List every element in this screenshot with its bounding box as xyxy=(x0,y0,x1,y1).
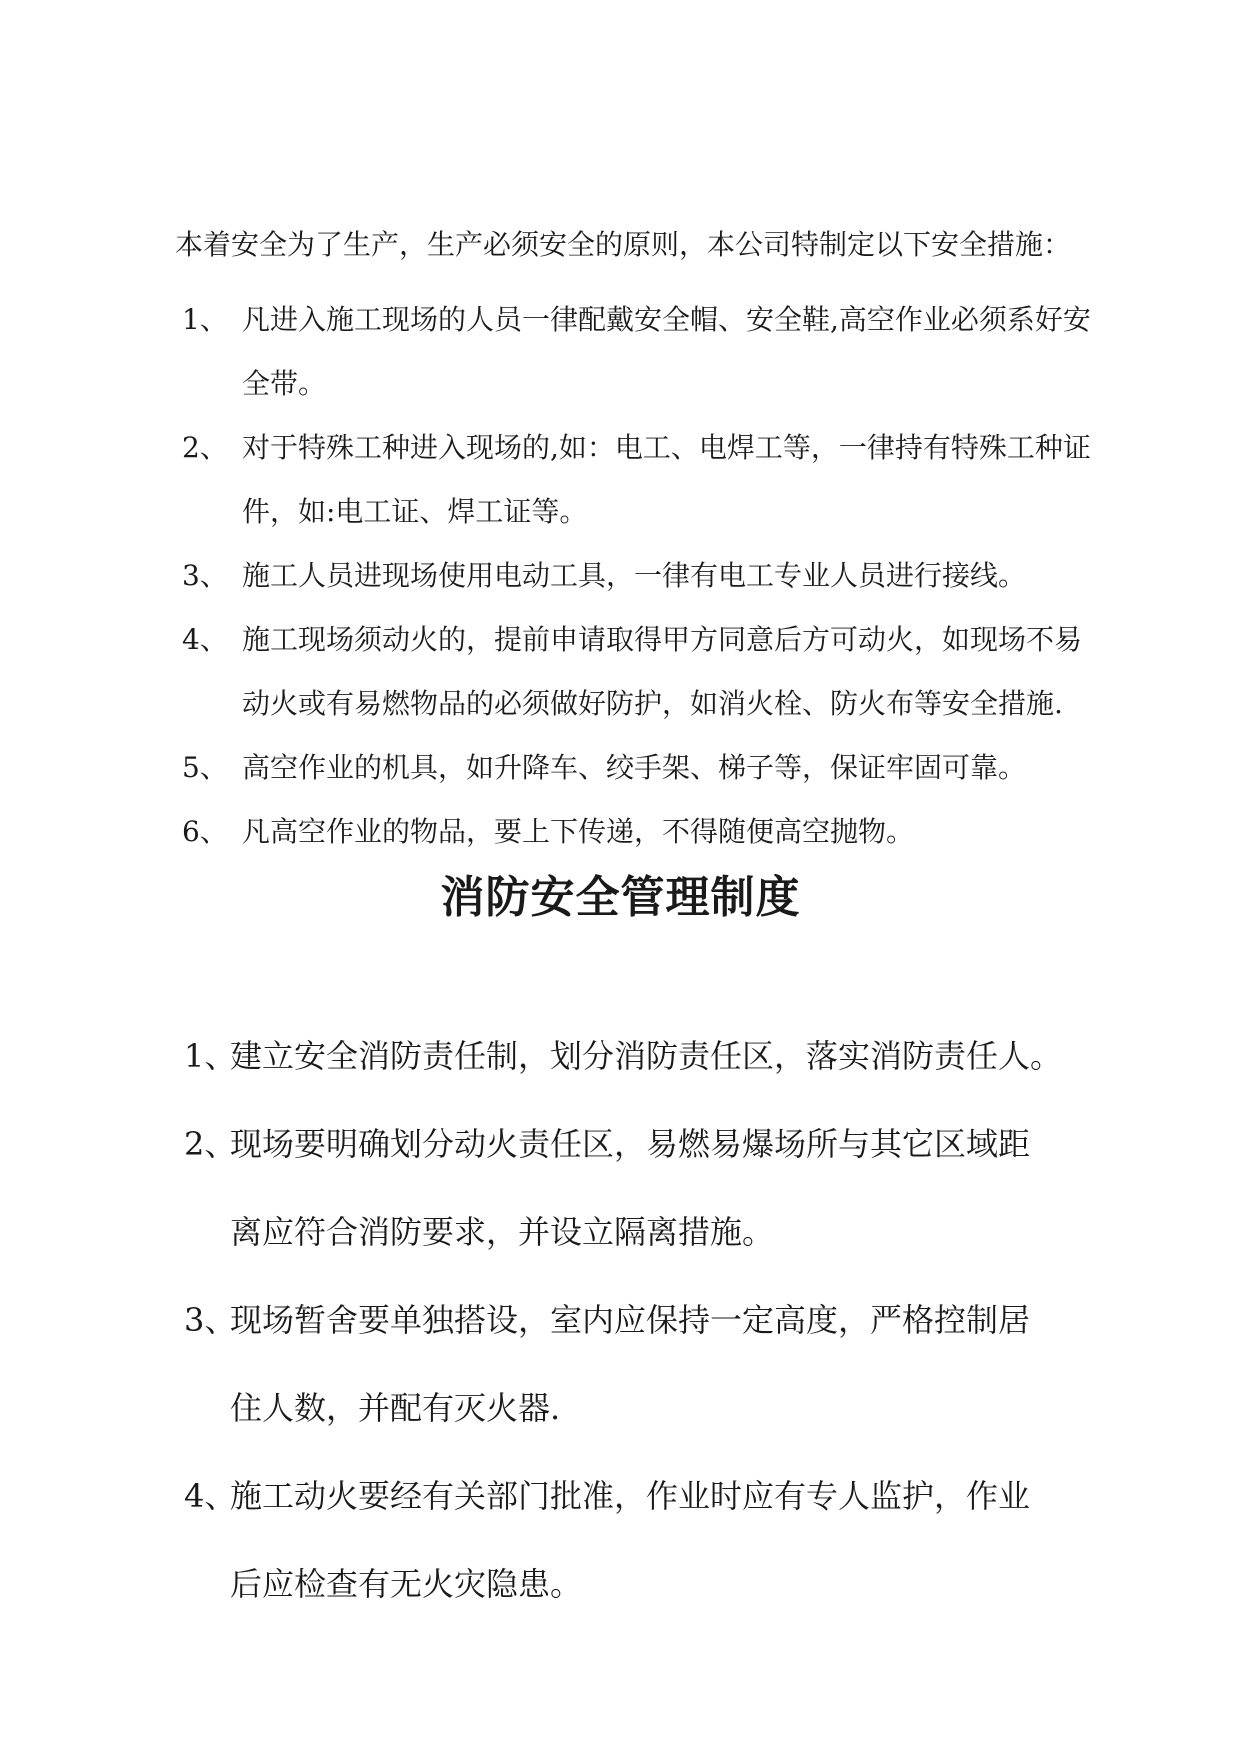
item-number: 1、 xyxy=(182,303,228,336)
item-number: 4、 xyxy=(184,1477,237,1515)
item-text-line: 全带。 xyxy=(242,367,327,400)
item-text-line: 施工动火要经有关部门批准，作业时应有专人监护，作业 xyxy=(230,1477,1031,1515)
item-text-line: 施工人员进现场使用电动工具，一律有电工专业人员进行接线。 xyxy=(242,559,1027,592)
item-number: 2、 xyxy=(182,431,228,464)
list-item xyxy=(182,416,1122,544)
fire-safety-list xyxy=(184,1012,1064,1628)
item-number: 4、 xyxy=(182,623,228,656)
item-text-line: 现场暂舍要单独搭设，室内应保持一定高度，严格控制居 xyxy=(230,1301,1031,1339)
item-text-line: 离应符合消防要求，并设立隔离措施。 xyxy=(230,1213,775,1251)
item-text xyxy=(242,544,1122,608)
item-text-line: 建立安全消防责任制，划分消防责任区，落实消防责任人。 xyxy=(230,1037,1063,1075)
list-item xyxy=(184,1452,1064,1628)
item-number: 6、 xyxy=(182,815,228,848)
item-number: 5、 xyxy=(182,751,228,784)
item-text xyxy=(242,288,1122,416)
safety-measures-list xyxy=(182,288,1122,864)
item-text-line: 件，如:电工证、焊工证等。 xyxy=(242,495,588,528)
item-text-line: 凡高空作业的物品，要上下传递，不得随便高空抛物。 xyxy=(242,815,915,848)
item-text xyxy=(242,416,1122,544)
list-item xyxy=(182,288,1122,416)
list-item xyxy=(182,800,1122,864)
section-title: 消防安全管理制度 xyxy=(440,872,801,923)
item-text xyxy=(242,608,1122,736)
item-text xyxy=(230,1276,1064,1452)
item-text xyxy=(230,1100,1064,1276)
list-item xyxy=(182,736,1122,800)
item-number: 3、 xyxy=(184,1301,237,1339)
list-item xyxy=(182,608,1122,736)
item-text-line: 对于特殊工种进入现场的,如：电工、电焊工等，一律持有特殊工种证 xyxy=(242,431,1091,464)
item-text-line: 施工现场须动火的，提前申请取得甲方同意后方可动火，如现场不易 xyxy=(242,623,1083,656)
item-text-line: 高空作业的机具，如升降车、绞手架、梯子等，保证牢固可靠。 xyxy=(242,751,1027,784)
item-number: 3、 xyxy=(182,559,228,592)
list-item xyxy=(184,1276,1064,1452)
item-text xyxy=(230,1012,1064,1100)
item-text-line: 凡进入施工现场的人员一律配戴安全帽、安全鞋,高空作业必须系好安 xyxy=(242,303,1091,336)
item-text xyxy=(230,1452,1064,1628)
item-text-line: 住人数，并配有灭火器. xyxy=(230,1389,561,1427)
item-number: 1、 xyxy=(184,1037,237,1075)
item-text xyxy=(242,800,1122,864)
item-number: 2、 xyxy=(184,1125,237,1163)
item-text-line: 后应检查有无火灾隐患。 xyxy=(230,1565,583,1603)
item-text-line: 现场要明确划分动火责任区，易燃易爆场所与其它区域距 xyxy=(230,1125,1031,1163)
list-item xyxy=(184,1012,1064,1100)
item-text xyxy=(242,736,1122,800)
list-item xyxy=(182,544,1122,608)
intro-paragraph: 本着安全为了生产，生产必须安全的原则，本公司特制定以下安全措施： xyxy=(175,228,1072,261)
item-text-line: 动火或有易燃物品的必须做好防护，如消火栓、防火布等安全措施. xyxy=(242,687,1063,720)
list-item xyxy=(184,1100,1064,1276)
